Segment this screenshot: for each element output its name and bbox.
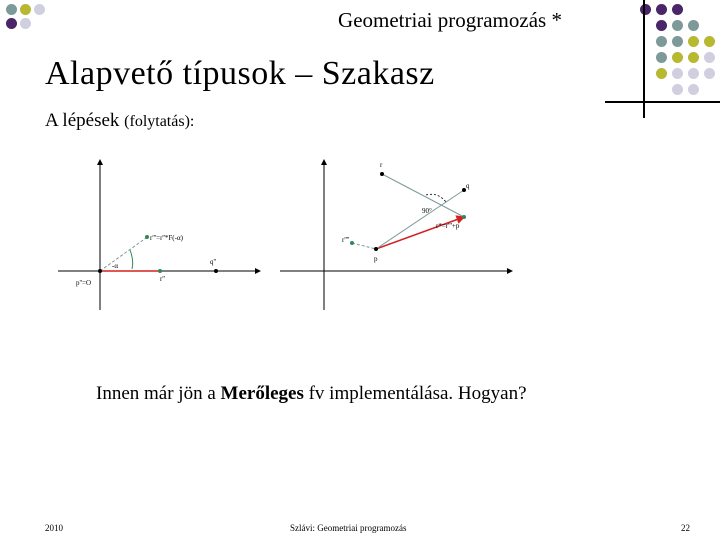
- right-label-p: p: [374, 255, 378, 263]
- slide-title: Alapvető típusok – Szakasz: [45, 55, 435, 92]
- deco-dot: [672, 84, 683, 95]
- deco-dot: [688, 68, 699, 79]
- corner-horizontal-line: [605, 101, 720, 103]
- right-p-point: [374, 247, 378, 251]
- right-label-angle: 90°: [422, 207, 432, 215]
- deco-dot: [20, 18, 31, 29]
- deco-dot: [704, 68, 715, 79]
- left-rotated-point: [145, 235, 149, 239]
- question-text: [96, 383, 527, 405]
- deco-dot: [656, 52, 667, 63]
- left-label-r: r'''=r''*F(-α): [150, 234, 183, 242]
- step-text-main: A lépések: [45, 110, 125, 131]
- left-origin-point: [98, 269, 102, 273]
- deco-dot: [672, 20, 683, 31]
- left-q-point: [214, 269, 218, 273]
- question-post: fv implementálása. Hogyan?: [303, 383, 527, 404]
- left-label-q: q'': [210, 258, 217, 266]
- deco-dot: [688, 20, 699, 31]
- right-label-r: r: [380, 161, 383, 169]
- question-bold: Merőleges: [220, 383, 304, 404]
- right-gray-pq-line: [376, 190, 464, 249]
- header-title: Geometriai programozás *: [338, 8, 562, 32]
- right-rs-point: [462, 215, 466, 219]
- deco-dot: [672, 68, 683, 79]
- deco-dot: [656, 4, 667, 15]
- deco-dot: [688, 52, 699, 63]
- deco-dot: [688, 36, 699, 47]
- right-label-rs: r*=r'''+p: [436, 222, 460, 230]
- left-angle-arc: [130, 250, 133, 269]
- deco-dot: [656, 36, 667, 47]
- left-label-r-axis: r'': [160, 275, 165, 283]
- right-dashed-line: [352, 243, 376, 249]
- right-r-point: [380, 172, 384, 176]
- right-label-q: q: [466, 182, 470, 190]
- deco-dot: [672, 4, 683, 15]
- footer-center-text: Szlávi: Geometriai programozás: [290, 523, 407, 533]
- right-label-r-left: r'''': [342, 236, 350, 244]
- deco-dot: [34, 4, 45, 15]
- vector-diagram: [50, 150, 520, 320]
- deco-dot: [6, 4, 17, 15]
- step-text: [45, 110, 194, 132]
- left-label-alpha: -α: [112, 262, 118, 270]
- deco-dot: [704, 52, 715, 63]
- deco-dot: [6, 18, 17, 29]
- step-text-small: (folytatás):: [124, 113, 195, 130]
- deco-dot: [656, 68, 667, 79]
- left-r-point: [158, 269, 162, 273]
- question-pre: Innen már jön a: [96, 383, 221, 404]
- right-rprime-point: [350, 241, 354, 245]
- left-rotated-line: [100, 238, 146, 271]
- footer-page-number: 22: [681, 523, 690, 533]
- left-label-origin: p''=O: [76, 279, 92, 287]
- deco-dot: [704, 36, 715, 47]
- deco-dot: [20, 4, 31, 15]
- deco-dot: [672, 52, 683, 63]
- left-diagram: [58, 160, 260, 310]
- deco-dot: [656, 20, 667, 31]
- deco-dot: [640, 4, 651, 15]
- deco-dot: [688, 84, 699, 95]
- right-diagram: [280, 160, 512, 310]
- deco-dot: [672, 36, 683, 47]
- footer-year: 2010: [45, 523, 63, 533]
